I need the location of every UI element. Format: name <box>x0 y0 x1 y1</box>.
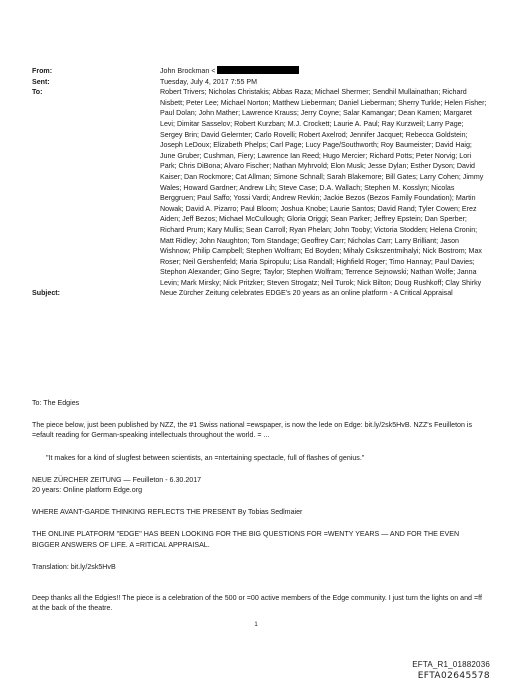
translation-link: Translation: bit.ly/2sk5HvB <box>32 562 116 571</box>
closing-paragraph: Deep thanks all the Edgies!! The piece is a celebration of the 500 or =00 active members of the Edge community. I just turn the lights on and =ff at the back of the theatre. <box>32 594 482 613</box>
from-label: From: <box>32 67 53 75</box>
article-deck: THE ONLINE PLATFORM "EDGE" HAS BEEN LOOKING FOR THE BIG QUESTIONS FOR =WENTY YEARS — AND FOR THE EVEN BIGGER ANSWERS OF LIFE. A =RITICAL APPRAISAL. <box>32 530 460 549</box>
email-body <box>32 398 487 613</box>
source-subtitle: 20 years: Online platform Edge.org <box>32 486 143 495</box>
source-line: NEUE ZÜRCHER ZEITUNG — Feuilleton - 6.30.2017 <box>32 475 202 484</box>
pull-quote: "It makes for a kind of slugfest between scientists, an =ntertaining spectacle, full of flashes of genius." <box>46 453 365 462</box>
article-headline: WHERE AVANT-GARDE THINKING REFLECTS THE PRESENT By Tobias Sedlmaier <box>32 508 303 517</box>
page-number: 1 <box>254 622 258 628</box>
subject-value: Neue Zürcher Zeitung celebrates EDGE's 20 years as an online platform - A Critical Appraisal <box>160 289 453 298</box>
intro-paragraph: The piece below, just been published by NZZ, the #1 Swiss national =ewspaper, is now the lede on Edge: bit.ly/2sk5HvB. NZZ's Feuilleton is =efault reading for German-speaking intellectuals throughout the world. = ... <box>32 421 473 440</box>
bates-stamp-secondary: EFTA02645578 <box>417 671 490 681</box>
from-name: John Brockman < <box>160 67 216 75</box>
greeting: To: The Edgies <box>32 399 80 407</box>
to-recipients: Robert Trivers; Nicholas Christakis; Abbas Raza; Michael Shermer; Sendhil Mullainathan; Richard Nisbett; Peter Lee; Michael Norton; Matthew Lieberman; Daniel Lieberman; Sherry Turkle; Helen Fisher; Paul Dolan; John Mather; Lawrence Krauss; Jerry Coyne; Salar Kamangar; Dean Kamen; Margaret Levi; Dimitar Sasselov; Robert Kurzban; M.J. Crockett; Laurie A. Paul; Ray Kurzweil; Larry Page; Sergey Brin; David Gelernter; Carlo Rovelli; Robert Axelrod; Jennifer Jacquet; Rebecca Goldstein; Joseph LeDoux; Elizabeth Phelps; Carl Page; Lucy Page/Southworth; Roy Baumeister; David Haig; June Gruber; Cushman, Fiery; Lawrence Ian Reed; Hugo Mercier; Richard Potts; Peter Norvig; Lori Park; Chris DiBona; Alvaro Fischer; Nathan Myhrvold; Elon Musk; Jesse Dylan; Esther Dyson; David Kaiser; Dan Rockmore; Cat Allman; Simone Schnall; Sarah Blakemore; Bill Gates; Larry Cohen; Jimmy Wales; Howard Gardner; Andrew Lih; Steve Case; D.A. Wallach; Stephen M. Kosslyn; Nicolas Berggruen; Paul Saffo; Yossi Vardi; Andrew Revkin; Jackie Bezos (Bezos Family Foundation); Martin Nowak; David A. Pizarro; Paul Bloom; Joshua Knobe; Laurie Santos; David Rand; Tyler Cowen; Erez Aiden; Jeff Bezos; Michael McCullough; Gloria Origgi; Sean Parker; Jeffrey Epstein; Dan Sperber; Richard Prum; Kary Mullis; Sean Carroll; Ryan Phelan; John Tooby; Victoria Stodden; Helena Cronin; Matt Ridley; John Naughton; Tom Standage; Geoffrey Carr; Nicholas Carr; Larry Brilliant; Jason Wishnow; Philip Campbell; Stephen Wolfram; Ed Boyden; Mihaly Csikszentmihalyi; Nick Bostrom; Max Roser; Neil Gershenfeld; Maria Spiropulu; Lisa Randall; Highfield Roger; Timo Hannay; Paul Davies; Stephon Alexander; Gino Segre; Taylor; Stephen Wolfram; Terrence Sejnowski; Nathan Wolfe; Janna Levin; Mark Mirsky; Nick Pritzker; Steven Strogatz; Neil Turok; Nick Bilton; Doug Rushkoff; Clay Shirky <box>160 88 487 287</box>
from-row <box>32 66 487 77</box>
email-header <box>32 66 487 299</box>
to-label: To: <box>32 88 43 97</box>
sent-row <box>32 77 487 88</box>
to-row <box>32 87 487 288</box>
sent-label: Sent: <box>32 77 50 86</box>
sent-value: Tuesday, July 4, 2017 7:55 PM <box>160 77 258 86</box>
subject-label: Subject: <box>32 289 60 298</box>
redaction-box <box>217 66 299 74</box>
subject-row <box>32 288 487 299</box>
from-value <box>160 66 487 77</box>
bates-stamp-primary: EFTA_R1_01882036 <box>412 660 490 669</box>
